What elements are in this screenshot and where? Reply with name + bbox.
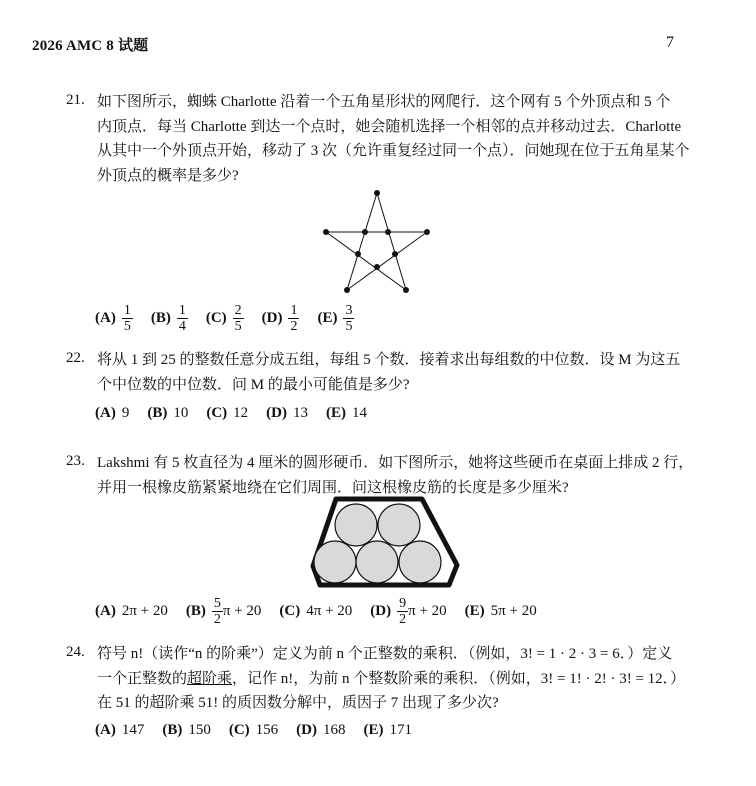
answer-choices-21 [95,302,372,334]
question-text-24 [97,642,685,716]
coin [314,541,356,583]
q21-line-3: 从其中一个外顶点开始，移动了 3 次（允许重复经过同一个点）．问她现在位于五角星某个 [97,143,690,159]
choice-a: (A) 147 [95,722,145,738]
choice-b: (B) $\frac{5}{2}$ π + 20 [185,595,262,627]
question-number-23: 23. [66,453,85,469]
choice-c: (C) $\frac{2}{5}$ [205,302,242,334]
inner-vertex [355,251,361,257]
choice-e: (E) 14 [325,405,367,421]
q21-line-1: 如下图所示，蜘蛛 Charlotte 沿着一个五角星形状的网爬行．这个网有 5 个外顶点和 5 个 [97,94,671,110]
choice-b: (B) $\frac{1}{4}$ [150,302,186,334]
q24-line-2: 一个正整数的超阶乘，记作 n!，为前 n 个整数阶乘的乘积．（例如，3! = 1! · 2! · 3! = 12．） [97,670,686,687]
outer-vertex [344,287,350,293]
choice-d: (D) $\frac{1}{2}$ [261,302,298,334]
q21-line-2: 内顶点．每当 Charlotte 到达一个点时，她会随机选择一个相邻的点并移动过去．Charlotte [97,118,682,135]
outer-vertex [424,229,430,235]
question-text-21 [97,90,690,188]
choice-c: (C) 12 [206,405,249,421]
answer-choices-22 [95,405,385,422]
question-number-21: 21. [66,92,85,108]
choice-b: (B) 150 [162,722,211,738]
page-header-title: 2026 AMC 8 试题 [32,38,149,54]
choice-e: (E) $\frac{3}{5}$ [317,302,353,334]
inner-vertex [385,229,391,235]
page-number: 7 [666,34,674,51]
q22-line-1: 将从 1 到 25 的整数任意分成五组，每组 5 个数．接着求出每组数的中位数．设 M 为这五 [97,352,681,368]
question-number-22: 22. [66,350,85,366]
q23-line-1: Lakshmi 有 5 枚直径为 4 厘米的圆形硬币．如下图所示，她将这些硬币在桌面上排成 2 行， [97,455,694,471]
choice-a: (A) $\frac{1}{5}$ [95,302,131,334]
coin [335,504,377,546]
coin [399,541,441,583]
choice-c: (C) 156 [228,722,279,738]
q24-line-3: 在 51 的超阶乘 51! 的质因数分解中，质因子 7 出现了多少次? [97,695,499,711]
outer-vertex [323,229,329,235]
choice-d: (D) 168 [296,722,346,738]
q23-line-2: 并用一根橡皮筋紧紧地绕在它们周围．问这根橡皮筋的长度是多少厘米? [97,479,569,496]
choice-a: (A) 2π + 20 [95,602,168,619]
q21-line-4: 外顶点的概率是多少? [97,167,239,184]
inner-vertex [392,251,398,257]
q24-line-1: 符号 n!（读作“n 的阶乘”）定义为前 n 个正整数的乘积．（例如，3! = 1 · 2 · 3 = 6．）定义 [97,646,673,662]
choice-a: (A) 9 [95,405,130,421]
q22-line-2: 个中位数的中位数．问 M 的最小可能值是多少? [97,376,410,393]
coin [378,504,420,546]
superfactorial-term: 超阶乘 [187,670,233,687]
coins-figure [306,496,466,596]
outer-vertex [403,287,409,293]
choice-c: (C) 4π + 20 [279,602,353,619]
inner-vertex [374,264,380,270]
choice-d: (D) 13 [266,405,308,421]
question-text-22 [97,348,680,397]
choice-d: (D) $\frac{9}{2}$ π + 20 [370,595,447,627]
answer-choices-23 [95,594,555,628]
choice-e: (E) 171 [363,722,412,738]
coin [356,541,398,583]
choice-e: (E) 5π + 20 [464,602,537,619]
question-number-24: 24. [66,644,85,660]
outer-vertex [374,190,380,196]
question-text-23 [97,451,693,500]
pentagram-figure [316,185,446,305]
inner-vertex [362,229,368,235]
choice-b: (B) 10 [147,405,189,421]
answer-choices-24 [95,722,430,739]
